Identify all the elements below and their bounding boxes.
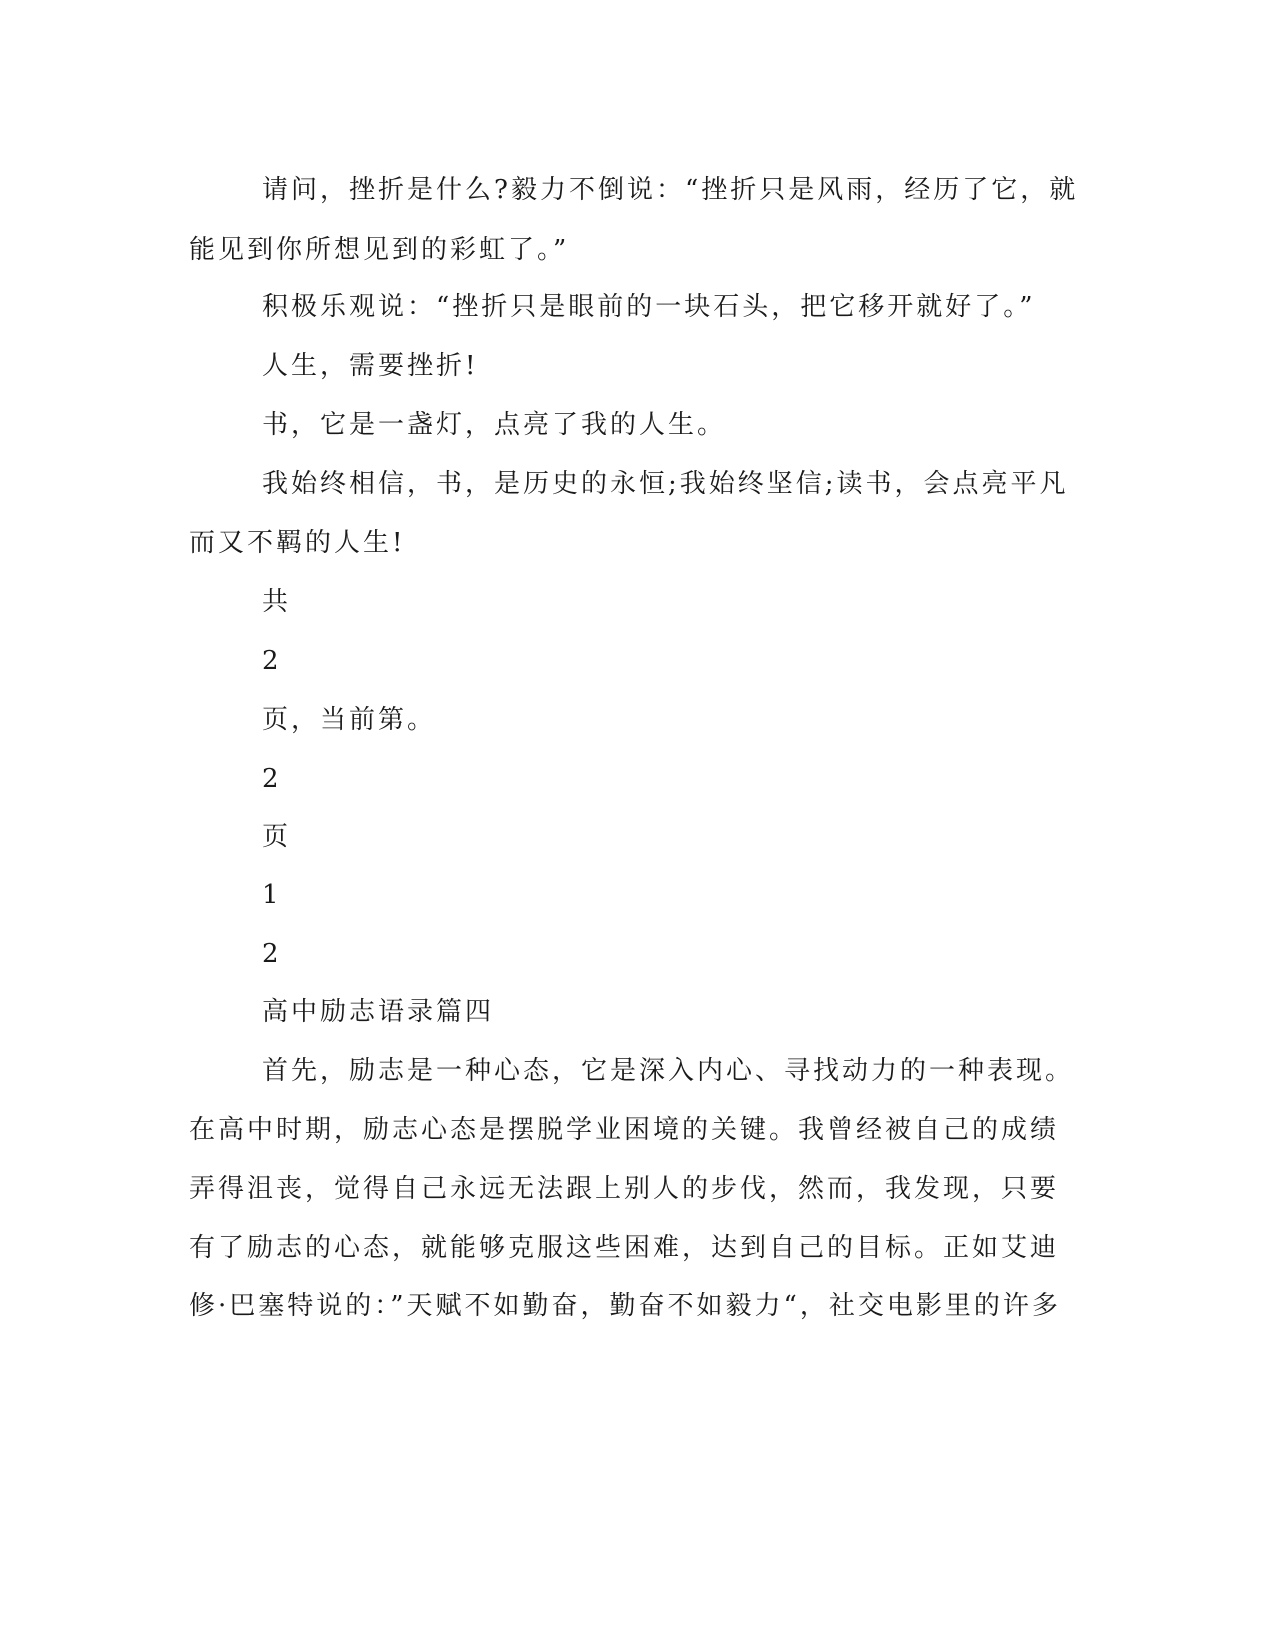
paragraph-line-9: 在高中时期，励志心态是摆脱学业困境的关键。我曾经被自己的成绩 <box>189 1115 1060 1145</box>
page-link-2[interactable]: 2 <box>262 939 282 969</box>
paragraph-line-12: 修·巴塞特说的：”天赋不如勤奋，勤奋不如毅力“，社交电影里的许多 <box>189 1291 1061 1321</box>
paragraph-line-5: 书，它是一盏灯，点亮了我的人生。 <box>262 410 727 440</box>
paragraph-line-2: 能见到你所想见到的彩虹了。” <box>189 235 570 265</box>
page-suffix-label: 页 <box>262 822 292 852</box>
paragraph-line-6: 我始终相信，书，是历史的永恒;我始终坚信;读书，会点亮平凡 <box>262 469 1069 499</box>
section-heading: 高中励志语录篇四 <box>262 997 495 1027</box>
paragraph-line-1: 请问，挫折是什么?毅力不倒说：“挫折只是风雨，经历了它，就 <box>262 175 1079 205</box>
page-count-label: 共 <box>262 587 292 617</box>
paragraph-line-11: 有了励志的心态，就能够克服这些困难，达到自己的目标。正如艾迪 <box>189 1233 1060 1263</box>
paragraph-line-7: 而又不羁的人生! <box>189 528 406 558</box>
page-count-total: 2 <box>262 646 282 676</box>
page-current-number: 2 <box>262 764 282 794</box>
paragraph-line-8: 首先，励志是一种心态，它是深入内心、寻找动力的一种表现。 <box>262 1056 1075 1086</box>
paragraph-line-10: 弄得沮丧，觉得自己永远无法跟上别人的步伐，然而，我发现，只要 <box>189 1174 1060 1204</box>
paragraph-line-3: 积极乐观说：“挫折只是眼前的一块石头，把它移开就好了。” <box>262 292 1036 322</box>
paragraph-line-4: 人生，需要挫折! <box>262 351 479 381</box>
page-link-1[interactable]: 1 <box>262 880 282 910</box>
page-current-label: 页，当前第。 <box>262 705 437 735</box>
